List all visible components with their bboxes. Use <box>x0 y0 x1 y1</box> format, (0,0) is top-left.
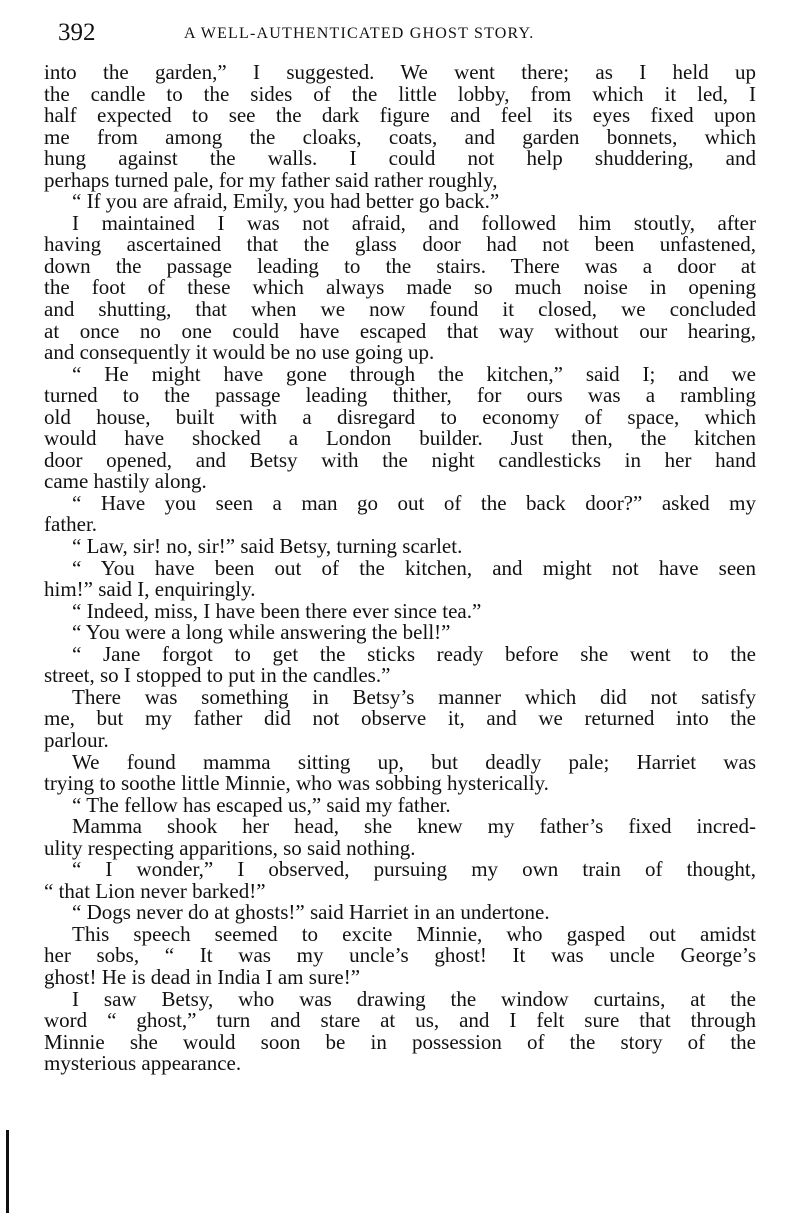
text-line: “ Dogs never do at ghosts!” said Harriet in an undertone. <box>72 900 550 925</box>
paragraph <box>44 684 756 752</box>
paragraph <box>44 598 756 623</box>
text-line: father. <box>44 512 98 537</box>
text-line: I saw Betsy, who was drawing the window curtains, at the <box>72 986 756 1011</box>
text-line: perhaps turned pale, for my father said rather roughly, <box>44 167 498 192</box>
text-line: door opened, and Betsy with the night candlesticks in her hand <box>44 447 756 472</box>
text-line: “ Indeed, miss, I have been there ever since tea.” <box>72 598 482 623</box>
paragraph <box>44 191 756 213</box>
paragraph <box>44 361 756 494</box>
paragraph <box>44 986 756 1076</box>
running-title: A WELL-AUTHENTICATED GHOST STORY. <box>184 25 535 42</box>
text-line: “ You were a long while answering the bell!” <box>72 620 451 645</box>
text-line: at once no one could have escaped that way without our hearing, <box>44 318 756 343</box>
text-line: the candle to the sides of the little lobby, from which it led, I <box>44 81 756 106</box>
paragraph <box>44 792 756 817</box>
text-line: “ Law, sir! no, sir!” said Betsy, turning scarlet. <box>72 534 463 559</box>
text-line: and consequently it would be no use going up. <box>44 340 435 365</box>
page-number: 392 <box>58 19 96 46</box>
text-line: and shutting, that when we now found it closed, we concluded <box>44 297 756 322</box>
text-line: parlour. <box>44 727 109 752</box>
text-line: turned to the passage leading thither, for ours was a rambling <box>44 383 756 408</box>
text-line: the foot of these which always made so much noise in opening <box>44 275 756 300</box>
text-line: “ You have been out of the kitchen, and might not have seen <box>72 555 756 580</box>
text-line: “ Have you seen a man go out of the back door?” asked my <box>72 490 756 515</box>
text-line: mysterious appearance. <box>44 1051 242 1076</box>
paragraph <box>44 921 756 989</box>
text-line: ghost! He is dead in India I am sure!” <box>44 964 361 989</box>
text-line: “ The fellow has escaped us,” said my father. <box>72 792 451 817</box>
text-line: half expected to see the dark figure and feel its eyes fixed upon <box>44 103 756 128</box>
text-line: word “ ghost,” turn and stare at us, and I felt sure that through <box>44 1008 756 1033</box>
text-line: into the garden,” I suggested. We went there; as I held up <box>44 60 756 84</box>
text-line: This speech seemed to excite Minnie, who gasped out amidst <box>72 921 756 946</box>
text-line: old house, built with a disregard to economy of space, which <box>44 404 756 429</box>
text-line: her sobs, “ It was my uncle’s ghost! It was uncle George’s <box>44 943 756 968</box>
text-line: hung against the walls. I could not help shuddering, and <box>44 146 756 171</box>
book-page <box>44 14 756 1075</box>
text-line: came hastily along. <box>44 469 207 494</box>
paragraph <box>44 555 756 602</box>
paragraph <box>44 641 756 688</box>
body-text <box>44 62 756 1075</box>
text-line: street, so I stopped to put in the candles.” <box>44 663 391 688</box>
margin-rule <box>6 1130 9 1213</box>
text-line: Mamma shook her head, she knew my father’s fixed incred- <box>72 814 756 839</box>
text-line: “ that Lion never barked!” <box>44 878 266 903</box>
paragraph <box>44 490 756 537</box>
text-line: ulity respecting apparitions, so said nothing. <box>44 835 416 860</box>
text-line: “ He might have gone through the kitchen,” said I; and we <box>72 361 756 386</box>
text-line: having ascertained that the glass door had not been unfastened, <box>44 232 756 257</box>
text-line: would have shocked a London builder. Just then, the kitchen <box>44 426 756 451</box>
text-line: Minnie she would soon be in possession of the story of the <box>44 1029 756 1054</box>
paragraph <box>44 210 756 365</box>
text-line: I maintained I was not afraid, and followed him stoutly, after <box>72 210 756 235</box>
text-line: trying to soothe little Minnie, who was sobbing hysterically. <box>44 771 549 796</box>
paragraph <box>44 859 756 902</box>
text-line: me from among the cloaks, coats, and garden bonnets, which <box>44 124 756 149</box>
text-line: “ If you are afraid, Emily, you had better go back.” <box>72 189 500 214</box>
paragraph <box>44 62 756 191</box>
text-line: We found mamma sitting up, but deadly pale; Harriet was <box>72 749 756 774</box>
text-line: me, but my father did not observe it, and we returned into the <box>44 706 756 731</box>
text-line: There was something in Betsy’s manner which did not satisfy <box>72 684 756 709</box>
text-line: “ I wonder,” I observed, pursuing my own train of thought, <box>72 857 756 882</box>
paragraph <box>44 902 756 924</box>
paragraph <box>44 536 756 558</box>
text-line: him!” said I, enquiringly. <box>44 577 256 602</box>
text-line: “ Jane forgot to get the sticks ready before she went to the <box>72 641 756 666</box>
text-line: down the passage leading to the stairs. There was a door at <box>44 253 756 278</box>
paragraph <box>44 622 756 644</box>
paragraph <box>44 749 756 796</box>
page-header <box>44 14 756 50</box>
paragraph <box>44 816 756 859</box>
